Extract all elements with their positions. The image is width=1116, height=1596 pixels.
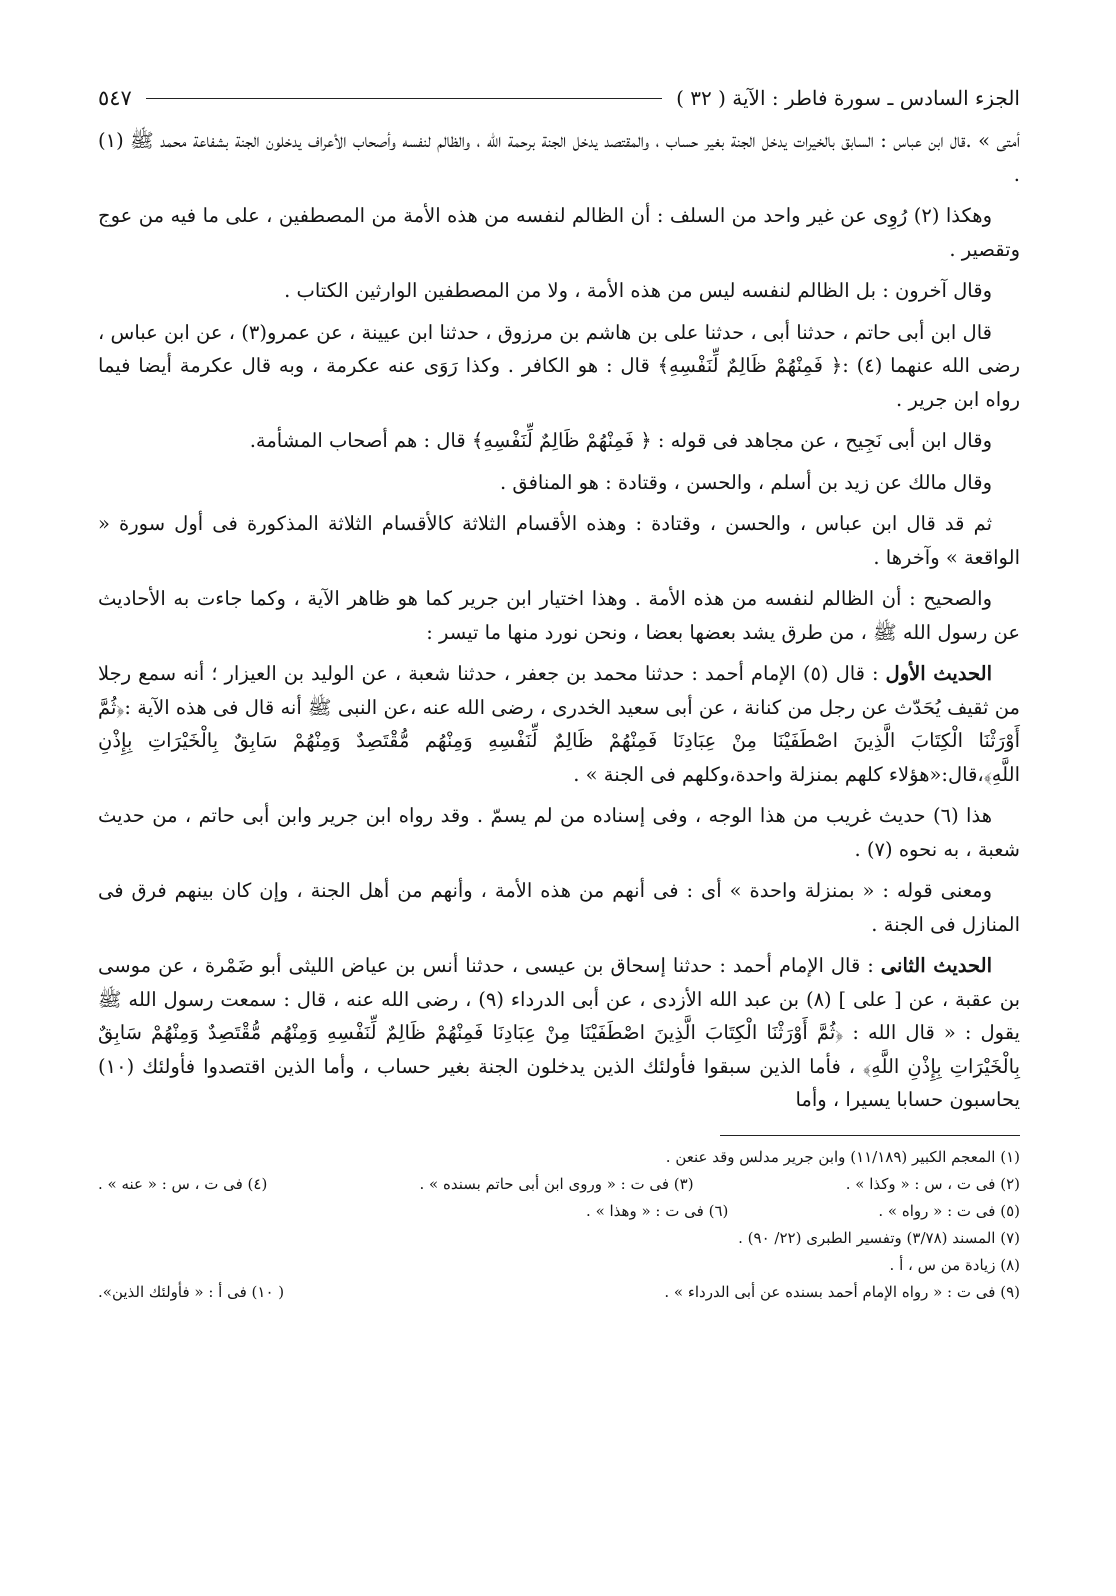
paragraph-12 [98, 949, 1020, 1117]
footnotes [98, 1144, 1020, 1306]
paragraph-text: ثم قد قال ابن عباس ، والحسن ، وقتادة : وهذه الأقسام الثلاثة كالأقسام الثلاثة المذكورة فى أول سورة « الواقعة » وآخرها . [98, 512, 1020, 569]
paragraph-text: هذا (٦) حديث غريب من هذا الوجه ، وفى إسناده من لم يسمّ . وقد رواه ابن جرير وابن أبى حاتم ، من حديث شعبة ، به نحوه (٧) . [98, 804, 1020, 861]
paragraph-3 [98, 274, 1020, 308]
paragraph-text: وهكذا (٢) رُوِى عن غير واحد من السلف : أن الظالم لنفسه من هذه الأمة من المصطفين ، على ما فيه من عوج وتقصير . [98, 204, 1020, 261]
header-title: الجزء السادس ـ سورة فاطر : الآية ( ٣٢ ) [676, 86, 1020, 110]
paragraph-text: والصحيح : أن الظالم لنفسه من هذه الأمة . وهذا اختيار ابن جرير كما هو ظاهر الآية ، وكما جاءت به الأحاديث عن رسول الله ﷺ ، من طرق يشد بعضها بعضا ، ونحن نورد منها ما تيسر : [98, 587, 1020, 644]
paragraph-text: وقال آخرون : بل الظالم لنفسه ليس من هذه الأمة ، ولا من المصطفين الوارثين الكتاب . [284, 279, 992, 302]
paragraph-11 [98, 874, 1020, 941]
footnote: (٧) المسند (٣/٧٨) وتفسير الطبرى (٢٢/ ٩٠) . [738, 1228, 1020, 1247]
footnote-row [98, 1225, 1020, 1252]
paragraph-text: قال ابن أبى حاتم ، حدثنا أبى ، حدثنا على بن هاشم بن مرزوق ، حدثنا ابن عيينة ، عن عمرو(٣) ، عن ابن عباس ، رضى الله عنهما (٤) :﴿ فَمِنْهُمْ ظَالِمٌ لِّنَفْسِهِ﴾ قال : هو الكافر . وكذا رَوَى عنه عكرمة ، وبه قال عكرمة أيضا فيما رواه ابن جرير . [98, 320, 1020, 411]
paragraph-text: : قال الإمام أحمد : حدثنا إسحاق بن عيسى ، حدثنا أنس بن عياض الليثى أبو ضَمْرة ، عن موسى بن عقبة ، عن [ على ] (٨) بن عبد الله الأزدى ، عن أبى الدرداء (٩) ، رضى الله عنه ، قال : سمعت رسول الله ﷺ يقول : « قال الله : ﴿ثُمَّ أَوْرَثْنَا الْكِتَابَ الَّذِينَ اصْطَفَيْنَا مِنْ عِبَادِنَا فَمِنْهُمْ ظَالِمٌ لِّنَفْسِهِ وَمِنْهُم مُّقْتَصِدٌ وَمِنْهُمْ سَابِقٌ بِالْخَيْرَاتِ بِإِذْنِ اللَّهِ﴾ ، فأما الذين سبقوا فأولئك الذين يدخلون الجنة بغير حساب ، وأما الذين اقتصدوا فأولئك (١٠) يحاسبون حسابا يسيرا ، وأما [98, 954, 1020, 1111]
paragraph-8 [98, 582, 1020, 649]
footnote-row [98, 1252, 1020, 1279]
footnote: (٣) فى ت : « وروى ابن أبى حاتم بسنده » . [419, 1174, 694, 1193]
footnote: (٩) فى ت : « رواه الإمام أحمد بسنده عن أبى الدرداء » . [664, 1282, 1020, 1301]
paragraph-4 [98, 316, 1020, 417]
running-header [98, 78, 1020, 118]
footnote: (٥) فى ت : « رواه » . [878, 1201, 1020, 1220]
footnote-row [98, 1171, 1020, 1198]
footnote: (٤) فى ت ، س : « عنه » . [98, 1174, 268, 1193]
paragraph-9 [98, 657, 1020, 791]
paragraph-lead: الحديث الثانى [880, 954, 992, 977]
book-page [98, 78, 1020, 1306]
footnote: ( ١٠) فى أ : « فأولئك الذين». [98, 1282, 285, 1301]
paragraph-1 [98, 124, 1020, 191]
paragraph-10 [98, 799, 1020, 866]
paragraph-5 [98, 424, 1020, 458]
paragraph-7 [98, 507, 1020, 574]
paragraph-text: ومعنى قوله : « بمنزلة واحدة » أى : فى أنهم من هذه الأمة ، وأنهم من أهل الجنة ، وإن كان بينهم فرق فى المنازل فى الجنة . [98, 879, 1020, 936]
paragraph-6 [98, 466, 1020, 500]
footnote-rule [720, 1135, 1020, 1136]
footnote: (٦) فى ت : « وهذا » . [586, 1201, 729, 1220]
footnote: (١) المعجم الكبير (١١/١٨٩) وابن جرير مدلس وقد عنعن . [665, 1147, 1020, 1166]
footnote: (٨) زيادة من س ، أ . [889, 1255, 1020, 1274]
paragraph-text: وقال مالك عن زيد بن أسلم ، والحسن ، وقتادة : هو المنافق . [499, 470, 992, 494]
footnote-row [98, 1279, 1020, 1306]
footnote-row [98, 1198, 1020, 1225]
paragraph-text: أمتى » .قال ابن عباس : السابق بالخيرات يدخل الجنة بغير حساب ، والمقتصد يدخل الجنة برحمة الله ، والظالم لنفسه وأصحاب الأعراف يدخلون الجنة بشفاعة محمد ﷺ (١) . [98, 129, 1020, 186]
paragraph-lead: الحديث الأول [885, 662, 992, 685]
paragraph-text: : قال (٥) الإمام أحمد : حدثنا محمد بن جعفر ، حدثنا شعبة ، عن الوليد بن العيزار ؛ أنه سمع رجلا من ثقيف يُحَدّث عن رجل من كنانة ، عن أبى سعيد الخدرى ، رضى الله عنه ،عن النبى ﷺ أنه قال فى هذه الآية :﴿ثُمَّ أَوْرَثْنَا الْكِتَابَ الَّذِينَ اصْطَفَيْنَا مِنْ عِبَادِنَا فَمِنْهُمْ ظَالِمٌ لِّنَفْسِهِ وَمِنْهُم مُّقْتَصِدٌ وَمِنْهُمْ سَابِقٌ بِالْخَيْرَاتِ بِإِذْنِ اللَّهِ﴾،قال:«هؤلاء كلهم بمنزلة واحدة،وكلهم فى الجنة » . [98, 662, 1020, 786]
footnote: (٢) فى ت ، س : « وكذا » . [845, 1174, 1020, 1193]
footnote-row [98, 1144, 1020, 1171]
main-text [98, 124, 1020, 1117]
page-number: ٥٤٧ [98, 86, 132, 110]
paragraph-text: وقال ابن أبى نَجِيح ، عن مجاهد فى قوله : ﴿ فَمِنْهُمْ ظَالِمٌ لِّنَفْسِهِ﴾ قال : هم أصحاب المشأمة. [249, 429, 992, 452]
paragraph-2 [98, 199, 1020, 266]
header-rule [146, 98, 662, 99]
